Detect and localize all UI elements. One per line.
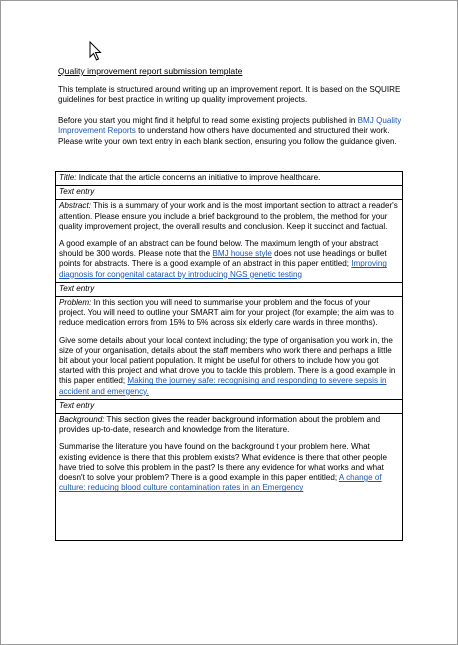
bmj-qir-link[interactable]: BMJ Quality Improvement Reports [58, 116, 402, 136]
problem-text-entry[interactable]: Text entry [56, 399, 403, 413]
abstract-text-entry[interactable]: Text entry [56, 282, 403, 296]
intro-paragraph-2: Before you start you might find it helpful to read some existing projects published in BMJ Quality Improvement Reports to understand how others have documented and structured their work. Please write your own text entry in each blank section, ensuring you follow the guidance given. [58, 116, 402, 146]
problem-guidance-cell: Problem: In this section you will need to summarise your problem and the focus of your project. You will need to outline your SMART aim for your project (for example; the aim was to reduce medication errors from 15% to 5% across six elderly care wards in three months). Give some details about your local context including; the type of organisation you work in, the size of your organisation, details about the staff members who work there and perhaps a little bit about your local patient population. It might be useful for others to include how you got started with this project and what drove you to tackle this problem. There is a good example in this paper entitled; Making the journey safe: recognising and responding to severe sepsis in accident and emergency. [56, 297, 403, 400]
document-title: Quality improvement report submission template [58, 66, 243, 76]
title-guidance-cell: Title: Indicate that the article concerns an initiative to improve healthcare. [56, 172, 403, 186]
bmj-house-style-link[interactable]: BMJ house style [212, 249, 272, 259]
mouse-pointer-icon [89, 41, 103, 61]
sepsis-paper-link[interactable]: Making the journey safe: recognising and responding to severe sepsis in accident and emergency. [59, 376, 387, 396]
submission-form-table [55, 171, 403, 541]
background-guidance-cell: Background: This section gives the reader background information about the problem and provides up-to-date, research and knowledge from the literature. Summarise the literature you have found on the background t your problem here. What existing evidence is there that this problem exists? What evidence is there that other people have tried to solve this problem in the past? Is there any evidence for what works and what doesn't to solve your problem? There is a good example in this paper entitled; A change of culture: reducing blood culture contamination rates in an Emergency [56, 414, 403, 541]
congenital-cataract-paper-link[interactable]: Improving diagnosis for congenital cataract by introducing NGS genetic testing [59, 259, 387, 279]
abstract-guidance-cell: Abstract: This is a summary of your work and is the most important section to attract a reader's attention. Please ensure you include a brief background to the problem, the method for your quality improvement project, the overall results and conclusion. Keep it succinct and factual. A good example of an abstract can be found below. The maximum length of your abstract should be 300 words. Please note that the BMJ house style does not use headings or bullet points for abstracts. There is a good example of an abstract in this paper entitled; Improving diagnosis for congenital cataract by introducing NGS genetic testing [56, 200, 403, 282]
title-text-entry[interactable]: Text entry [56, 186, 403, 200]
blood-culture-paper-link[interactable]: A change of culture: reducing blood culture contamination rates in an Emergency [59, 473, 382, 493]
intro-paragraph-1: This template is structured around writing up an improvement report. It is based on the SQUIRE guidelines for best practice in writing up quality improvement projects. [58, 85, 401, 105]
